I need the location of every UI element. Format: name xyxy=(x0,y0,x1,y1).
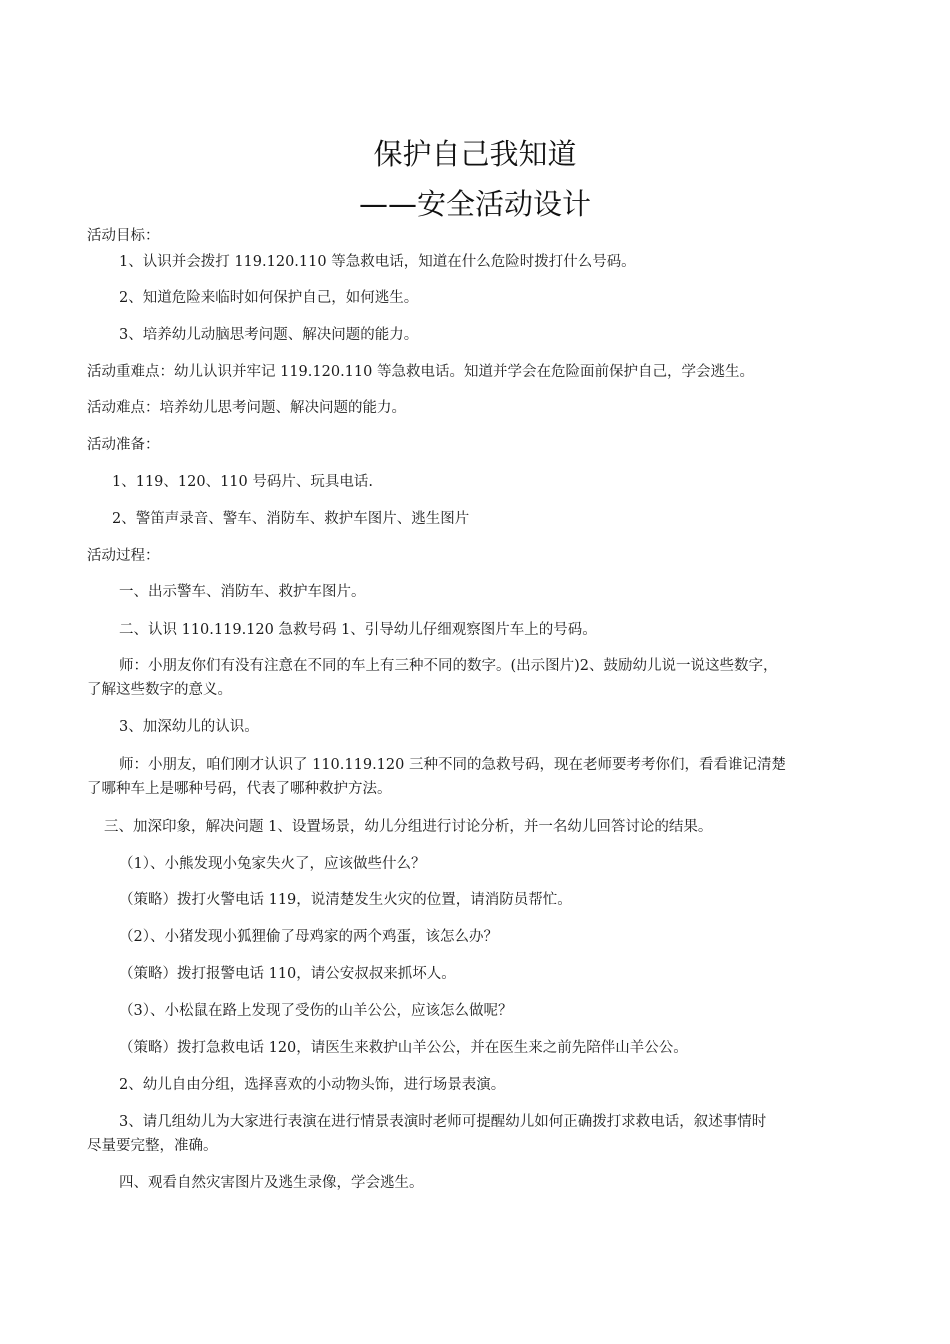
paragraph-line: （策略）拨打报警电话 110，请公安叔叔来抓坏人。 xyxy=(119,966,456,982)
paragraph-line: 2、警笛声录音、警车、消防车、救护车图片、逃生图片 xyxy=(112,511,470,527)
document-title: 保护自己我知道 xyxy=(373,137,577,171)
paragraph-line: 了解这些数字的意义。 xyxy=(87,682,232,698)
paragraph-line: 活动重难点：幼儿认识并牢记 119.120.110 等急救电话。知道并学会在危险面前保护自己，学会逃生。 xyxy=(87,364,754,380)
paragraph-line: 师：小朋友，咱们刚才认识了 110.119.120 三种不同的急救号码，现在老师要考考你们，看看谁记清楚 xyxy=(119,757,786,773)
paragraph-line: 3、培养幼儿动脑思考问题、解决问题的能力。 xyxy=(119,327,419,343)
paragraph-line: （2）、小猪发现小狐狸偷了母鸡家的两个鸡蛋，该怎么办？ xyxy=(119,929,498,945)
paragraph-line: （1）、小熊发现小兔家失火了，应该做些什么？ xyxy=(119,856,426,872)
paragraph-line: 3、加深幼儿的认识。 xyxy=(119,719,259,735)
document-subtitle: ——安全活动设计 xyxy=(358,187,591,221)
paragraph-line: 二、认识 110.119.120 急救号码 1、引导幼儿仔细观察图片车上的号码。 xyxy=(119,622,597,638)
paragraph-line: （策略）拨打火警电话 119，说清楚发生火灾的位置，请消防员帮忙。 xyxy=(119,892,572,908)
paragraph-line: 1、119、120、110 号码片、玩具电话. xyxy=(112,474,373,490)
paragraph-line: （策略）拨打急救电话 120，请医生来救护山羊公公，并在医生来之前先陪伴山羊公公。 xyxy=(119,1040,688,1056)
paragraph-line: 了哪种车上是哪种号码，代表了哪种救护方法。 xyxy=(87,781,392,797)
paragraph-line: （3）、小松鼠在路上发现了受伤的山羊公公，应该怎么做呢？ xyxy=(119,1003,513,1019)
paragraph-line: 四、观看自然灾害图片及逃生录像，学会逃生。 xyxy=(119,1175,424,1191)
paragraph-line: 尽量要完整，准确。 xyxy=(87,1138,218,1154)
paragraph-line: 3、请几组幼儿为大家进行表演在进行情景表演时老师可提醒幼儿如何正确拨打求救电话，叙述事情时 xyxy=(119,1114,767,1130)
paragraph-line: 活动难点：培养幼儿思考问题、解决问题的能力。 xyxy=(87,400,406,416)
section-heading-process: 活动过程： xyxy=(87,548,160,564)
paragraph-line: 1、认识并会拨打 119.120.110 等急救电话，知道在什么危险时拨打什么号码。 xyxy=(119,254,636,270)
paragraph-line: 2、幼儿自由分组，选择喜欢的小动物头饰，进行场景表演。 xyxy=(119,1077,506,1093)
section-heading-preparation: 活动准备： xyxy=(87,437,160,453)
paragraph-line: 一、出示警车、消防车、救护车图片。 xyxy=(119,584,366,600)
paragraph-line: 三、加深印象，解决问题 1、设置场景，幼儿分组进行讨论分析，并一名幼儿回答讨论的结果。 xyxy=(104,819,713,835)
paragraph-line: 师：小朋友你们有没有注意在不同的车上有三种不同的数字。(出示图片)2、鼓励幼儿说一说这些数字， xyxy=(119,658,778,674)
paragraph-line: 2、知道危险来临时如何保护自己，如何逃生。 xyxy=(119,290,419,306)
section-heading-goals: 活动目标： xyxy=(87,228,160,244)
